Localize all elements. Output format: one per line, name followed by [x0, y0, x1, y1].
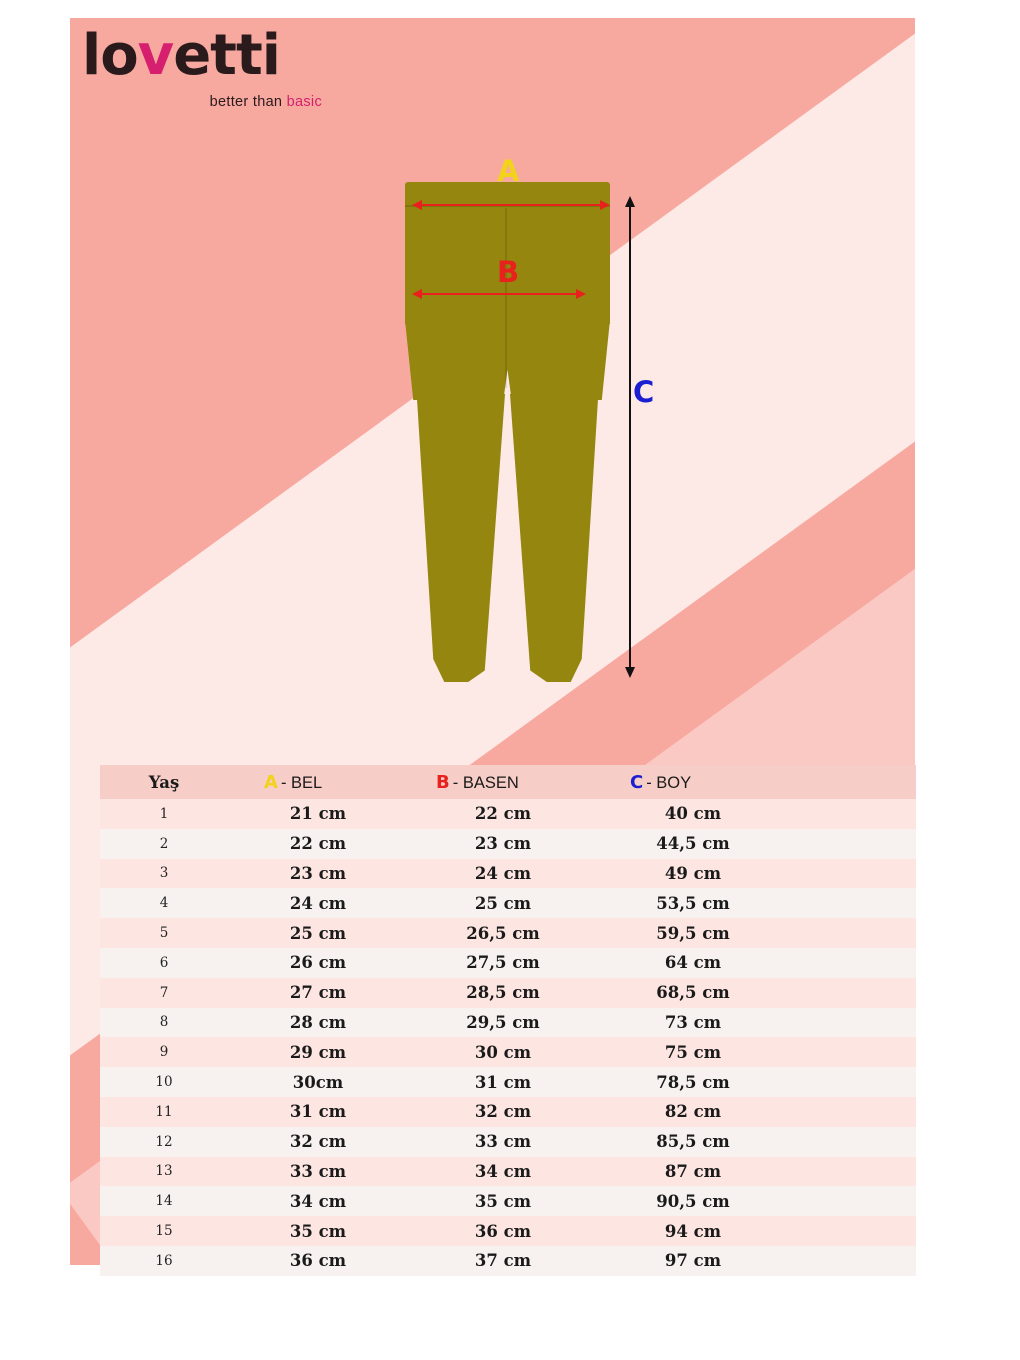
cell-age: 16 [155, 1252, 173, 1269]
leggings-hip-area [405, 320, 610, 400]
cell-boy: 53,5 cm [656, 893, 730, 913]
cell-bel: 32 cm [289, 1132, 347, 1152]
header-age: Yaş [148, 772, 180, 792]
cell-age: 11 [155, 1103, 173, 1120]
cell-boy: 82 cm [664, 1102, 722, 1122]
table-row [100, 829, 916, 859]
cell-age: 6 [159, 954, 169, 971]
cell-age: 12 [155, 1133, 173, 1150]
table-row [100, 1157, 916, 1187]
cell-age: 4 [159, 895, 169, 912]
cell-age: 8 [159, 1014, 169, 1031]
cell-age: 14 [155, 1193, 173, 1210]
header-basen-label: - BASEN [452, 773, 519, 792]
cell-basen: 33 cm [474, 1132, 532, 1152]
table-row [100, 888, 916, 918]
cell-boy: 44,5 cm [656, 834, 730, 854]
table-row [100, 1216, 916, 1246]
measurement-label-b: B [497, 255, 520, 289]
cell-bel: 33 cm [289, 1161, 347, 1181]
cell-basen: 24 cm [474, 863, 532, 883]
cell-basen: 37 cm [474, 1251, 532, 1271]
header-boy-label: - BOY [646, 773, 692, 792]
cell-basen: 29,5 cm [466, 1012, 540, 1032]
cell-bel: 22 cm [289, 834, 347, 854]
cell-bel: 31 cm [289, 1102, 347, 1122]
table-row [100, 1127, 916, 1157]
measurement-arrow-c [623, 196, 637, 678]
table-row [100, 859, 916, 889]
cell-basen: 23 cm [474, 834, 532, 854]
cell-boy: 68,5 cm [656, 983, 730, 1003]
brand-name-accent-letter: v [137, 23, 174, 88]
table-row [100, 948, 916, 978]
cell-basen: 28,5 cm [466, 983, 540, 1003]
cell-basen: 22 cm [474, 804, 532, 824]
table-body [100, 799, 916, 1276]
cell-boy: 64 cm [664, 953, 722, 973]
cell-age: 15 [155, 1223, 173, 1240]
leggings-left-leg [413, 394, 505, 682]
cell-boy: 75 cm [664, 1042, 722, 1062]
cell-bel: 35 cm [289, 1221, 347, 1241]
cell-basen: 31 cm [474, 1072, 532, 1092]
table-row [100, 1246, 916, 1276]
cell-basen: 32 cm [474, 1102, 532, 1122]
size-table [100, 765, 916, 1276]
cell-basen: 27,5 cm [466, 953, 540, 973]
table-row [100, 1008, 916, 1038]
cell-bel: 26 cm [289, 953, 347, 973]
cell-bel: 23 cm [289, 863, 347, 883]
header-boy [598, 772, 788, 793]
background-white-margin-right [915, 0, 1020, 1265]
cell-bel: 29 cm [289, 1042, 347, 1062]
cell-age: 1 [159, 805, 169, 822]
table-header-row [100, 765, 916, 799]
cell-basen: 36 cm [474, 1221, 532, 1241]
header-basen [408, 772, 598, 793]
measurement-arrow-b [412, 288, 586, 300]
cell-age: 7 [159, 984, 169, 1001]
cell-bel: 28 cm [289, 1012, 347, 1032]
table-row [100, 978, 916, 1008]
cell-boy: 87 cm [664, 1161, 722, 1181]
brand-tagline [82, 94, 322, 110]
table-row [100, 799, 916, 829]
cell-basen: 25 cm [474, 893, 532, 913]
cell-boy: 78,5 cm [656, 1072, 730, 1092]
cell-bel: 27 cm [289, 983, 347, 1003]
measurement-arrow-a [412, 199, 610, 211]
table-row [100, 1097, 916, 1127]
brand-name-part2: etti [173, 23, 280, 88]
cell-age: 13 [155, 1163, 173, 1180]
cell-age: 3 [159, 865, 169, 882]
measurement-label-a: A [497, 154, 520, 188]
cell-bel: 25 cm [289, 923, 347, 943]
table-row [100, 918, 916, 948]
cell-boy: 94 cm [664, 1221, 722, 1241]
cell-bel: 36 cm [289, 1251, 347, 1271]
cell-boy: 97 cm [664, 1251, 722, 1271]
background-white-margin-left [0, 0, 70, 1265]
header-bel [228, 772, 408, 793]
brand-name-part1: lo [82, 23, 138, 88]
header-boy-key: C [630, 771, 644, 793]
table-row [100, 1186, 916, 1216]
cell-bel: 34 cm [289, 1191, 347, 1211]
brand-tagline-accent: basic [286, 94, 322, 110]
cell-boy: 40 cm [664, 804, 722, 824]
brand-name [82, 23, 322, 88]
cell-boy: 49 cm [664, 863, 722, 883]
cell-bel: 30cm [292, 1072, 344, 1092]
header-basen-key: B [436, 771, 450, 793]
cell-boy: 90,5 cm [656, 1191, 730, 1211]
cell-age: 10 [155, 1074, 173, 1091]
cell-boy: 59,5 cm [656, 923, 730, 943]
table-row [100, 1067, 916, 1097]
cell-bel: 21 cm [289, 804, 347, 824]
cell-bel: 24 cm [289, 893, 347, 913]
leggings-right-leg [510, 394, 602, 682]
cell-basen: 34 cm [474, 1161, 532, 1181]
measurement-label-c: C [633, 375, 655, 409]
brand-logo [82, 23, 322, 138]
background-white-margin-top [0, 0, 1020, 18]
cell-basen: 30 cm [474, 1042, 532, 1062]
cell-age: 9 [159, 1044, 169, 1061]
cell-age: 5 [159, 925, 169, 942]
cell-basen: 26,5 cm [466, 923, 540, 943]
header-bel-label: - BEL [280, 773, 323, 792]
cell-age: 2 [159, 835, 169, 852]
cell-basen: 35 cm [474, 1191, 532, 1211]
table-row [100, 1037, 916, 1067]
cell-boy: 73 cm [664, 1012, 722, 1032]
cell-boy: 85,5 cm [656, 1132, 730, 1152]
brand-tagline-plain: better than [209, 94, 287, 110]
header-bel-key: A [264, 771, 278, 793]
